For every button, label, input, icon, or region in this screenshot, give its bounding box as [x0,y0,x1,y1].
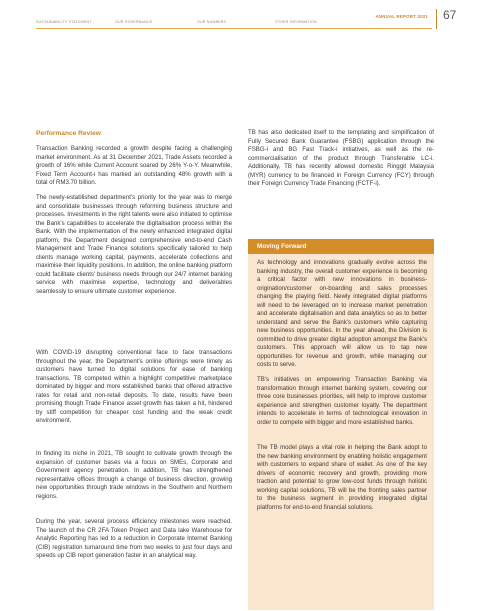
paragraph-niche: In finding its niche in 2021, TB sought to cultivate growth through the expansion of customer bases via a focus on SMEs, Corporate and Government agency penetration. In addition, TB has strengthened representative offices through a change of business direction, growing new opportunities through trade windows in the Southern and Northern regions. [36,450,232,500]
left-column-5 [36,518,232,561]
right-column [248,129,434,189]
moving-forward-title: Moving Forward [257,243,307,250]
paragraph-initiatives: TB's initiatives on empowering Transaction Banking via transformation through internet banking system, covering our three core businesses priorities, will help to improve customer experience and strengthen customer loyalty. The department intends to accelerate in terms of technological innovation in order to compete with bigger and more established banks. [257,376,427,426]
paragraph-milestones: During the year, several process efficiency milestones were reached. The launch of the CR 2FA Token Project and Data lake Warehouse for Analytic Reporting has led to a reduction in Corporate Internet Banking (CIB) registration turnaround time from two weeks to just four days and speeds up CIB report generation faster in an analytical way. [36,518,232,559]
header-divider [436,9,437,29]
paragraph-covid: With COVID-19 disrupting conventional face to face transactions throughout the year, the Department's online offerings were timely as customers have turned to digital solutions for ease of banking transactions. TB competed within a highlight competitive marketplace dominated by bigger and more established banks that offered attractive rates for retail and non-retail deposits. To date, results have been promising though Trade Finance asset growth has taken a hit, hindered by stiff competition for cheaper cost funding and the weak credit environment. [36,349,232,424]
nav-our-governance[interactable]: OUR GOVERNANCE [115,20,153,24]
box-text-2 [257,376,427,427]
nav-sustainability-statement[interactable]: SUSTAINABILITY STATEMENT [36,20,92,24]
box-text-3 [257,444,427,512]
paragraph-growth: Transaction Banking recorded a growth despite facing a challenging market environment. As at 31 December 2021, Trade Assets recorded a growth of 16% while Current Account soared by 26% Y-o-Y. Meanwhile, Fixed Term Account-i has marked an outstanding 48% growth with a total of RM3.70 billion. [36,145,232,186]
nav-our-numbers[interactable]: OUR NUMBERS [197,20,227,24]
header-rule [36,28,432,29]
paragraph-department-priority: The newly-established department's priority for the year was to merge and consolidate businesses through reforming business structure and processes. Investments in the right talents were also initiated to optimise the Bank's capabilities to accelerate the digitalisation process within the Bank. With the implementation of the newly enhanced integrated digital platform, the Department designed comprehensive end-to-end Cash Management and Trade Finance solutions specifically tailored to help clients manage working capital, payments, accelerate collections and maximise their liquidity positions. In addition, the online banking platform could facilitate clients' business needs through our 24/7 internet banking service with maximise expertise, technology and deliverables seamlessly to ensure ultimate customer experience. [36,194,232,295]
paragraph-technology: As technology and innovations gradually evolve across the banking industry, the overall customer experience is becoming a critical factor with new innovations in business-origination/customer on-boarding and sales processes changing the playing field. Newly integrated digital platforms will need to be leveraged on to increase market penetration and accelerate digitalisation and data analytics so as to better understand and serve the Bank's customers while capturing new business opportunities. In the year ahead, the Division is committed to drive greater digital adoption amongst the Bank's customers. This approach will allow us to tap new opportunities for revenue and growth, while managing our costs to serve. [257,259,427,368]
box-text-1 [257,259,427,370]
left-column-2 [36,194,232,296]
paragraph-fsbg: TB has also dedicated itself to the templating and simplification of Fully Secured Bank Guarantee (FSBG) application through the FSBG-i and BG Fast Track-i initiatives, as well as the re-commercialisation of the product through Transferable LC-i. Additionally, TB has recently allowed domestic Ringgit Malaysia (MYR) currency to be financed in Foreign Currency (FCY) through their Foreign Currency Trade Financing (FCTF-i). [248,129,434,187]
report-label: ANNUAL REPORT 2021 [375,14,428,19]
left-column-4 [36,450,232,501]
paragraph-tb-model: The TB model plays a vital role in helping the Bank adopt to the new banking environment by enabling holistic engagement with customers to expand share of wallet. As one of the key drivers of economic recovery and growth, providing more traction and potential to grow low-cost funds through holistic working capital solutions, TB will be the fronting sales partner to the business segment in providing integrated digital platforms for end-to-end financial solutions. [257,444,427,511]
left-column [36,145,232,188]
left-column-3 [36,349,232,426]
page-number: 67 [443,8,457,22]
nav-other-information[interactable]: OTHER INFORMATION [275,20,317,24]
performance-review-heading: Performance Review [36,130,101,137]
